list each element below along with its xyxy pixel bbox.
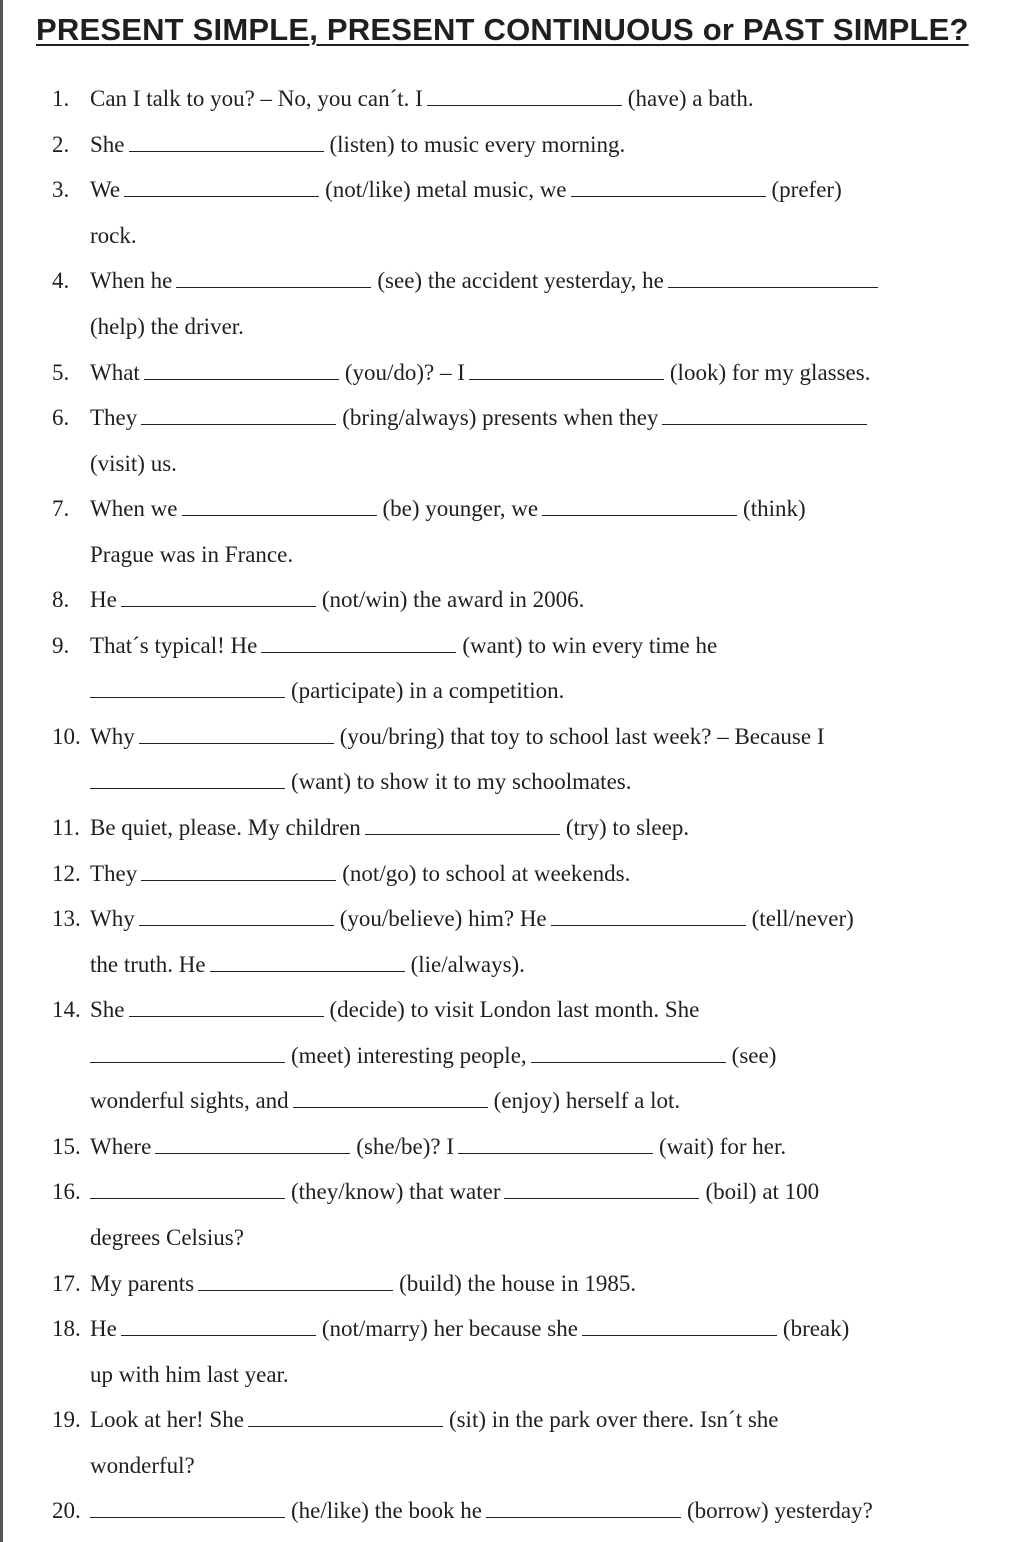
answer-blank[interactable] <box>198 1268 393 1291</box>
exercise-item-19: 19. Look at her! She (sit) in the park over there. Isn´t she <box>52 1403 779 1437</box>
exercise-item-14-continued-2: wonderful sights, and (enjoy) herself a lot. <box>90 1084 680 1118</box>
answer-blank[interactable] <box>141 402 336 425</box>
exercise-item-13-continued: the truth. He (lie/always). <box>90 948 525 982</box>
answer-blank[interactable] <box>469 357 664 380</box>
exercise-item-15: 15. Where (she/be)? I (wait) for her. <box>52 1130 786 1164</box>
answer-blank[interactable] <box>571 174 766 197</box>
answer-blank[interactable] <box>141 858 336 881</box>
answer-blank[interactable] <box>139 721 334 744</box>
exercise-item-4: 4. When he (see) the accident yesterday, he <box>52 264 884 298</box>
exercise-item-14: 14. She (decide) to visit London last month. She <box>52 993 699 1027</box>
answer-blank[interactable] <box>144 357 339 380</box>
answer-blank[interactable] <box>139 903 334 926</box>
exercise-item-3-continued: rock. <box>90 223 137 248</box>
exercise-item-2: 2. She (listen) to music every morning. <box>52 128 625 162</box>
answer-blank[interactable] <box>293 1085 488 1108</box>
answer-blank[interactable] <box>551 903 746 926</box>
answer-blank[interactable] <box>261 630 456 653</box>
answer-blank[interactable] <box>121 584 316 607</box>
exercise-item-16: 16. (they/know) that water (boil) at 100 <box>52 1175 819 1209</box>
answer-blank[interactable] <box>129 129 324 152</box>
answer-blank[interactable] <box>582 1313 777 1336</box>
answer-blank[interactable] <box>124 174 319 197</box>
exercise-item-9: 9. That´s typical! He (want) to win every time he <box>52 629 717 663</box>
exercise-item-13: 13. Why (you/believe) him? He (tell/never) <box>52 902 854 936</box>
answer-blank[interactable] <box>90 1040 285 1063</box>
exercise-item-18-continued: up with him last year. <box>90 1362 289 1387</box>
exercise-item-11: 11. Be quiet, please. My children (try) to sleep. <box>52 811 689 845</box>
answer-blank[interactable] <box>427 83 622 106</box>
exercise-item-19-continued: wonderful? <box>90 1453 195 1478</box>
exercise-item-8: 8. He (not/win) the award in 2006. <box>52 583 584 617</box>
exercise-item-4-continued: (help) the driver. <box>90 314 244 339</box>
exercise-item-5: 5. What (you/do)? – I (look) for my glasses. <box>52 356 870 390</box>
exercise-item-18: 18. He (not/marry) her because she (break) <box>52 1312 849 1346</box>
exercise-item-12: 12. They (not/go) to school at weekends. <box>52 857 630 891</box>
exercise-item-10-continued: (want) to show it to my schoolmates. <box>90 765 632 799</box>
answer-blank[interactable] <box>90 1176 285 1199</box>
answer-blank[interactable] <box>121 1313 316 1336</box>
answer-blank[interactable] <box>248 1404 443 1427</box>
exercise-item-6: 6. They (bring/always) presents when they <box>52 401 873 435</box>
exercise-item-9-continued: (participate) in a competition. <box>90 674 564 708</box>
answer-blank[interactable] <box>504 1176 699 1199</box>
answer-blank[interactable] <box>458 1131 653 1154</box>
exercise-item-14-continued-1: (meet) interesting people, (see) <box>90 1039 776 1073</box>
answer-blank[interactable] <box>365 812 560 835</box>
answer-blank[interactable] <box>90 766 285 789</box>
answer-blank[interactable] <box>176 265 371 288</box>
answer-blank[interactable] <box>129 994 324 1017</box>
answer-blank[interactable] <box>542 493 737 516</box>
answer-blank[interactable] <box>155 1131 350 1154</box>
answer-blank[interactable] <box>662 402 867 425</box>
answer-blank[interactable] <box>90 675 285 698</box>
page-title: PRESENT SIMPLE, PRESENT CONTINUOUS or PAST SIMPLE? <box>36 12 969 47</box>
exercise-item-3: 3. We (not/like) metal music, we (prefer) <box>52 173 842 207</box>
answer-blank[interactable] <box>486 1495 681 1518</box>
exercise-item-6-continued: (visit) us. <box>90 451 177 476</box>
exercise-item-10: 10. Why (you/bring) that toy to school last week? – Because I <box>52 720 825 754</box>
exercise-item-16-continued: degrees Celsius? <box>90 1225 244 1250</box>
answer-blank[interactable] <box>668 265 878 288</box>
exercise-item-7-continued: Prague was in France. <box>90 542 294 567</box>
answer-blank[interactable] <box>90 1495 285 1518</box>
answer-blank[interactable] <box>210 949 405 972</box>
exercise-item-7: 7. When we (be) younger, we (think) <box>52 492 806 526</box>
page-edge <box>0 0 3 1542</box>
exercise-item-17: 17. My parents (build) the house in 1985. <box>52 1267 636 1301</box>
answer-blank[interactable] <box>182 493 377 516</box>
answer-blank[interactable] <box>531 1040 726 1063</box>
exercise-item-1: 1. Can I talk to you? – No, you can´t. I (have) a bath. <box>52 82 754 116</box>
exercise-item-20: 20. (he/like) the book he (borrow) yesterday? <box>52 1494 873 1528</box>
